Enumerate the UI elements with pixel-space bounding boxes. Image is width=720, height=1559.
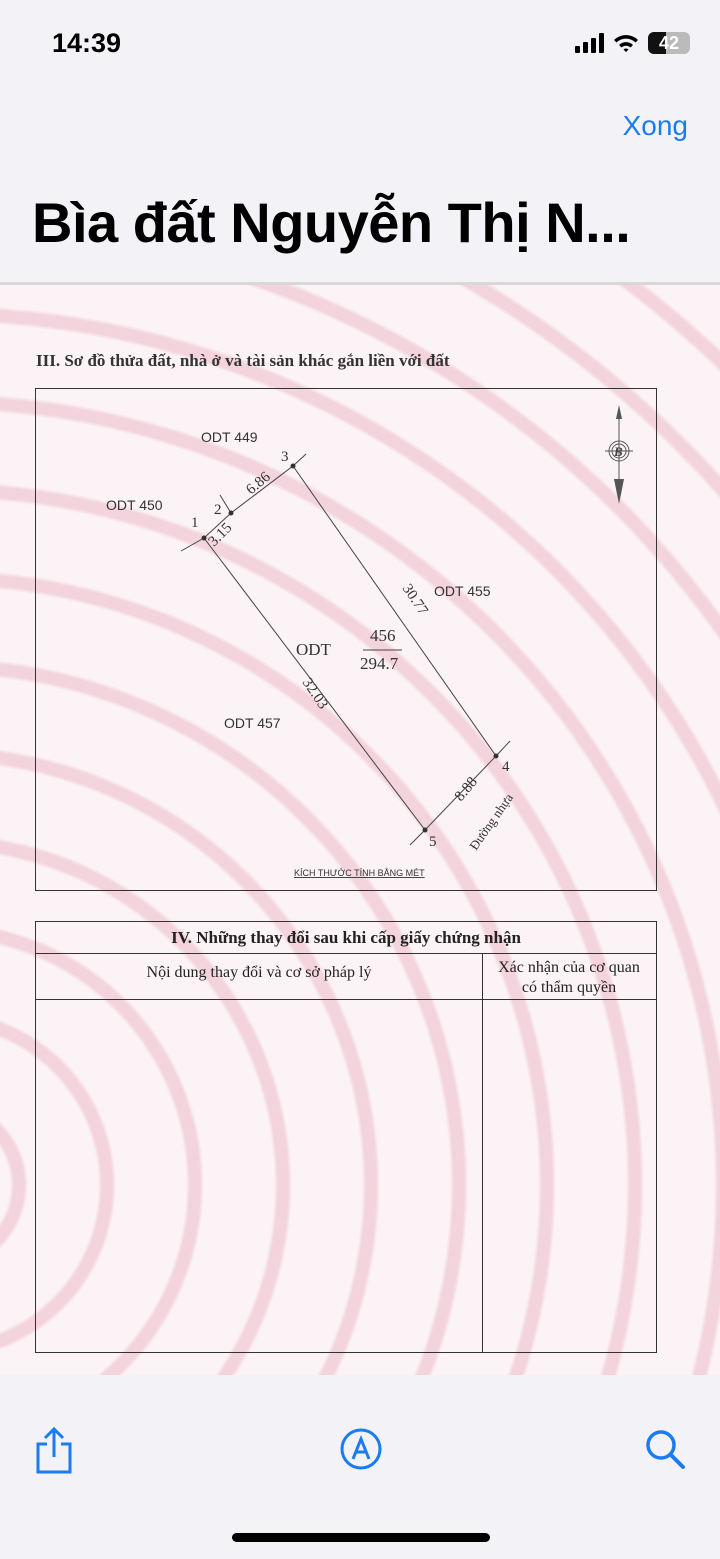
bottom-toolbar [0, 1375, 720, 1559]
neighbor-label: ODT 450 [106, 497, 163, 513]
edge-length: 6.86 [243, 468, 274, 499]
signal-icon [575, 33, 604, 53]
status-bar [0, 0, 720, 90]
parcel-diagram [35, 388, 657, 891]
wifi-icon [613, 33, 639, 53]
parcel-boundary [204, 466, 496, 830]
parcel-number: 456 [370, 626, 396, 645]
home-indicator[interactable] [232, 1533, 490, 1542]
parcel-type: ODT [296, 640, 331, 659]
point-label: 5 [429, 834, 437, 850]
neighbor-label: ODT 455 [434, 583, 491, 599]
document-title: Bìa đất Nguyễn Thị N... [32, 191, 631, 254]
edge-length: 32.03 [298, 675, 331, 713]
column-header-content: Nội dung thay đổi và cơ sở pháp lý [146, 964, 372, 981]
edge-length: 30.77 [398, 581, 431, 619]
point-label: 1 [191, 515, 199, 531]
section-4-title: IV. Những thay đổi sau khi cấp giấy chứng nhận [36, 922, 656, 954]
compass-icon [605, 405, 633, 504]
point-label: 4 [502, 759, 510, 775]
neighbor-label: ODT 457 [224, 715, 281, 731]
share-icon[interactable] [34, 1427, 74, 1475]
parcel-area: 294.7 [360, 654, 399, 673]
edge-length: 8.88 [451, 774, 481, 805]
clock: 14:39 [52, 28, 122, 58]
column-header-confirmation: Xác nhận của cơ quan có thẩm quyền [498, 959, 640, 996]
point-label: 2 [214, 502, 222, 518]
scale-note: KÍCH THƯỚC TÍNH BẰNG MÉT [294, 868, 425, 878]
point-label: 3 [281, 449, 289, 465]
edge-length: 3.15 [205, 519, 236, 550]
document-viewer[interactable] [0, 282, 720, 1375]
section-3-title: III. Sơ đồ thửa đất, nhà ở và tài sản khác gắn liền với đất [36, 351, 450, 370]
changes-table [35, 921, 657, 1353]
parcel-map [36, 389, 656, 889]
markup-icon[interactable] [339, 1427, 383, 1471]
search-icon[interactable] [643, 1427, 687, 1471]
done-button[interactable]: Xong [622, 110, 688, 141]
battery-icon: 42 [648, 32, 690, 54]
column-divider [482, 954, 483, 1352]
road-label: Đường nhựa [466, 790, 516, 853]
neighbor-label: ODT 449 [201, 429, 258, 445]
svg-text:B: B [614, 444, 623, 459]
